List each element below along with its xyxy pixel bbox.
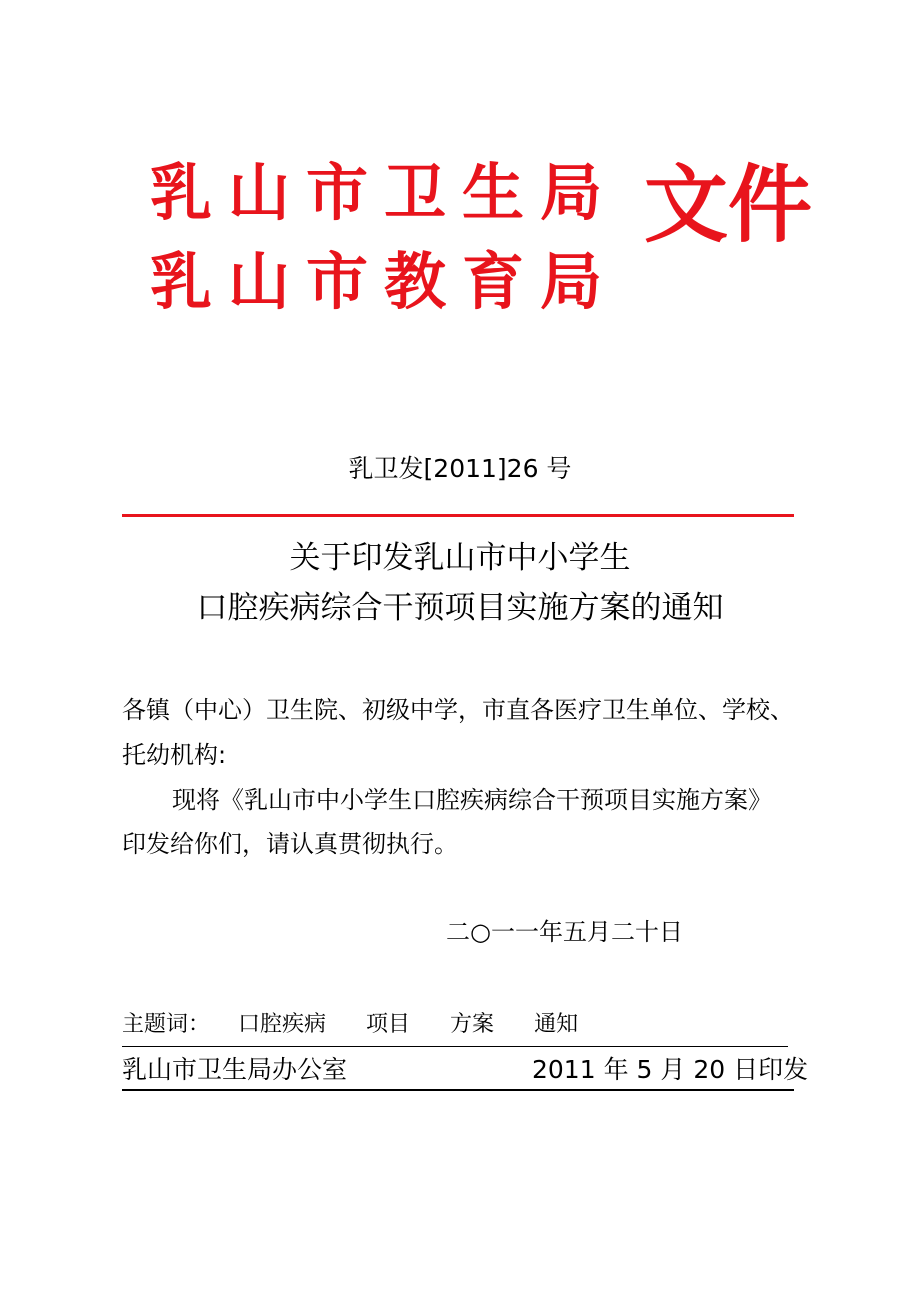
issuing-org-health-bureau: 乳山市卫生局 <box>150 156 619 229</box>
keyword-item: 方案 <box>450 1012 495 1037</box>
signature-date: 二○一一年五月二十日 <box>446 918 683 946</box>
document-number: 乳卫发[2011]26 号 <box>348 454 572 483</box>
issuing-org-education-bureau: 乳山市教育局 <box>150 245 619 318</box>
issuing-office: 乳山市卫生局办公室 <box>122 1055 348 1084</box>
addressee-line-1: 各镇（中心）卫生院、初级中学，市直各医疗卫生单位、学校、 <box>122 696 794 724</box>
bottom-divider-line <box>122 1089 794 1091</box>
document-title-line-1: 关于印发乳山市中小学生 <box>289 540 631 576</box>
keyword-item: 口腔疾病 <box>238 1012 327 1037</box>
body-paragraph-line-2: 印发给你们，请认真贯彻执行。 <box>122 830 458 858</box>
keyword-item: 项目 <box>366 1012 411 1037</box>
footer-divider-line <box>122 1046 788 1047</box>
body-paragraph-line-1: 现将《乳山市中小学生口腔疾病综合干预项目实施方案》 <box>172 786 772 814</box>
document-type-label: 文件 <box>644 155 813 254</box>
keyword-item: 通知 <box>534 1012 579 1037</box>
red-divider-line <box>122 514 794 517</box>
keywords-label: 主题词： <box>122 1012 211 1037</box>
document-title-line-2: 口腔疾病综合干预项目实施方案的通知 <box>196 590 724 626</box>
issue-date: 2011 年 5 月 20 日印发 <box>532 1055 809 1084</box>
keywords-row <box>122 1014 618 1036</box>
addressee-line-2: 托幼机构: <box>122 741 227 769</box>
